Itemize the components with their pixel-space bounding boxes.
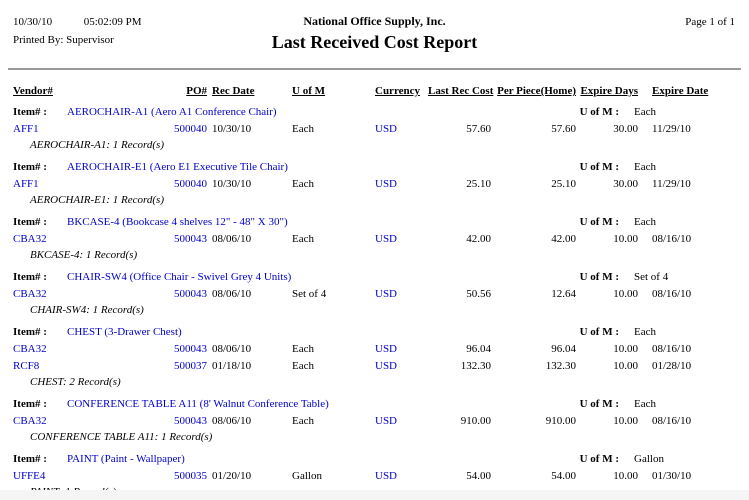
rec-date: 10/30/10 (212, 178, 252, 190)
vendor-link[interactable]: CBA32 (13, 288, 47, 300)
group-rows (0, 341, 749, 375)
item-number-label: Item# : (13, 326, 47, 338)
uofm-label: U of M : (579, 398, 619, 410)
rec-date: 08/06/10 (212, 415, 252, 427)
item-header-row (0, 159, 749, 176)
po-link[interactable]: 500043 (174, 415, 207, 427)
uofm-cell: Each (292, 343, 314, 355)
item-group (0, 396, 749, 445)
currency-link[interactable]: USD (375, 343, 398, 355)
group-rows (0, 231, 749, 248)
group-record-count: CHAIR-SW4: 1 Record(s) (30, 304, 144, 316)
col-header-vendor: Vendor# (13, 85, 53, 97)
table-row (0, 286, 749, 303)
item-number-label: Item# : (13, 398, 47, 410)
group-record-count: CONFERENCE TABLE A11: 1 Record(s) (30, 431, 213, 443)
uofm-cell: Each (292, 233, 314, 245)
currency-link[interactable]: USD (375, 288, 398, 300)
item-number-label: Item# : (13, 453, 47, 465)
page-bottom-edge (0, 490, 749, 500)
po-link[interactable]: 500037 (174, 360, 207, 372)
po-link[interactable]: 500035 (174, 470, 207, 482)
col-header-per-piece-home: Per Piece(Home) (497, 85, 576, 97)
item-group (0, 214, 749, 263)
col-header-expire-date: Expire Date (652, 85, 709, 97)
item-name-link[interactable]: AEROCHAIR-E1 (Aero E1 Executive Tile Chair) (67, 161, 288, 173)
uofm-cell: Each (292, 360, 314, 372)
item-number-label: Item# : (13, 161, 47, 173)
col-header-expire-days: Expire Days (580, 85, 638, 97)
po-link[interactable]: 500040 (174, 178, 207, 190)
table-row (0, 121, 749, 138)
item-number-label: Item# : (13, 271, 47, 283)
uofm-cell: Each (292, 178, 314, 190)
group-record-count: CHEST: 2 Record(s) (30, 376, 121, 388)
item-name-link[interactable]: CONFERENCE TABLE A11 (8' Walnut Conference Table) (67, 398, 329, 410)
currency-link[interactable]: USD (375, 123, 398, 135)
last-rec-cost: 54.00 (466, 470, 491, 482)
uofm-value: Each (634, 216, 656, 228)
header-center (0, 14, 749, 53)
expire-days: 10.00 (613, 288, 638, 300)
rec-date: 01/18/10 (212, 360, 252, 372)
expire-days: 10.00 (613, 233, 638, 245)
item-group (0, 159, 749, 208)
expire-days: 10.00 (613, 360, 638, 372)
expire-date: 08/16/10 (652, 233, 692, 245)
per-piece-home: 42.00 (551, 233, 576, 245)
group-rows (0, 121, 749, 138)
item-groups (0, 104, 749, 500)
print-time: 05:02:09 PM (83, 16, 142, 28)
expire-days: 10.00 (613, 470, 638, 482)
item-name-link[interactable]: CHAIR-SW4 (Office Chair - Swivel Grey 4 Units) (67, 271, 292, 283)
group-record-count: AEROCHAIR-A1: 1 Record(s) (30, 139, 164, 151)
vendor-link[interactable]: RCF8 (13, 360, 40, 372)
group-rows (0, 468, 749, 485)
vendor-link[interactable]: AFF1 (13, 123, 39, 135)
rec-date: 08/06/10 (212, 288, 252, 300)
last-rec-cost: 50.56 (466, 288, 491, 300)
po-link[interactable]: 500043 (174, 233, 207, 245)
expire-days: 30.00 (613, 123, 638, 135)
table-row (0, 176, 749, 193)
item-group (0, 324, 749, 390)
per-piece-home: 54.00 (551, 470, 576, 482)
currency-link[interactable]: USD (375, 470, 398, 482)
vendor-link[interactable]: UFFE4 (13, 470, 46, 482)
last-rec-cost: 57.60 (466, 123, 491, 135)
po-link[interactable]: 500040 (174, 123, 207, 135)
col-header-last-rec-cost: Last Rec Cost (428, 85, 494, 97)
item-name-link[interactable]: BKCASE-4 (Bookcase 4 shelves 12" - 48" X 30") (67, 216, 288, 228)
expire-date: 11/29/10 (652, 123, 691, 135)
expire-date: 01/28/10 (652, 360, 692, 372)
item-header-row (0, 269, 749, 286)
expire-date: 01/30/10 (652, 470, 692, 482)
item-group (0, 269, 749, 318)
currency-link[interactable]: USD (375, 360, 398, 372)
print-date: 10/30/10 (13, 16, 53, 28)
printed-by: Printed By: Supervisor (13, 34, 114, 46)
last-rec-cost: 910.00 (460, 415, 491, 427)
item-header-row (0, 104, 749, 121)
uofm-value: Each (634, 398, 656, 410)
uofm-label: U of M : (579, 326, 619, 338)
vendor-link[interactable]: AFF1 (13, 178, 39, 190)
uofm-cell: Each (292, 123, 314, 135)
table-row (0, 358, 749, 375)
group-record-count: BKCASE-4: 1 Record(s) (30, 249, 138, 261)
col-header-uofm: U of M (292, 85, 325, 97)
group-rows (0, 413, 749, 430)
table-row (0, 413, 749, 430)
per-piece-home: 57.60 (551, 123, 576, 135)
item-header-row (0, 451, 749, 468)
rec-date: 08/06/10 (212, 343, 252, 355)
uofm-label: U of M : (579, 106, 619, 118)
rec-date: 08/06/10 (212, 233, 252, 245)
rec-date: 01/20/10 (212, 470, 252, 482)
po-link[interactable]: 500043 (174, 288, 207, 300)
last-rec-cost: 132.30 (460, 360, 491, 372)
header-divider (8, 68, 741, 70)
table-row (0, 231, 749, 248)
col-header-rec-date: Rec Date (212, 85, 255, 97)
report-header (0, 14, 749, 62)
last-rec-cost: 42.00 (466, 233, 491, 245)
table-row (0, 341, 749, 358)
vendor-link[interactable]: CBA32 (13, 233, 47, 245)
per-piece-home: 910.00 (545, 415, 576, 427)
expire-date: 08/16/10 (652, 415, 692, 427)
uofm-label: U of M : (579, 453, 619, 465)
per-piece-home: 132.30 (545, 360, 576, 372)
item-name-link[interactable]: AEROCHAIR-A1 (Aero A1 Conference Chair) (67, 106, 277, 118)
expire-date: 08/16/10 (652, 288, 692, 300)
page-number: Page 1 of 1 (685, 16, 735, 28)
item-number-label: Item# : (13, 216, 47, 228)
uofm-value: Each (634, 106, 656, 118)
item-group (0, 104, 749, 153)
expire-days: 30.00 (613, 178, 638, 190)
expire-days: 10.00 (613, 343, 638, 355)
uofm-cell: Each (292, 415, 314, 427)
vendor-link[interactable]: CBA32 (13, 415, 47, 427)
per-piece-home: 12.64 (551, 288, 576, 300)
uofm-label: U of M : (579, 161, 619, 173)
rec-date: 10/30/10 (212, 123, 252, 135)
item-header-row (0, 396, 749, 413)
uofm-label: U of M : (579, 271, 619, 283)
per-piece-home: 25.10 (551, 178, 576, 190)
company-name: National Office Supply, Inc. (303, 14, 446, 28)
last-rec-cost: 25.10 (466, 178, 491, 190)
last-rec-cost: 96.04 (466, 343, 491, 355)
item-header-row (0, 324, 749, 341)
uofm-cell: Set of 4 (292, 288, 327, 300)
col-header-currency: Currency (375, 85, 421, 97)
uofm-value: Gallon (634, 453, 664, 465)
po-link[interactable]: 500043 (174, 343, 207, 355)
col-header-po: PO# (186, 85, 207, 97)
per-piece-home: 96.04 (551, 343, 576, 355)
currency-link[interactable]: USD (375, 178, 398, 190)
item-number-label: Item# : (13, 106, 47, 118)
uofm-cell: Gallon (292, 470, 322, 482)
uofm-value: Each (634, 326, 656, 338)
column-header-row (0, 83, 749, 100)
item-header-row (0, 214, 749, 231)
uofm-label: U of M : (579, 216, 619, 228)
expire-date: 11/29/10 (652, 178, 691, 190)
uofm-value: Set of 4 (634, 271, 669, 283)
currency-link[interactable]: USD (375, 233, 398, 245)
item-name-link[interactable]: PAINT (Paint - Wallpaper) (67, 453, 185, 465)
group-record-count: AEROCHAIR-E1: 1 Record(s) (30, 194, 164, 206)
expire-days: 10.00 (613, 415, 638, 427)
group-rows (0, 176, 749, 193)
report-title: Last Received Cost Report (271, 32, 478, 52)
vendor-link[interactable]: CBA32 (13, 343, 47, 355)
currency-link[interactable]: USD (375, 415, 398, 427)
group-rows (0, 286, 749, 303)
uofm-value: Each (634, 161, 656, 173)
expire-date: 08/16/10 (652, 343, 692, 355)
item-name-link[interactable]: CHEST (3-Drawer Chest) (67, 326, 182, 338)
table-row (0, 468, 749, 485)
